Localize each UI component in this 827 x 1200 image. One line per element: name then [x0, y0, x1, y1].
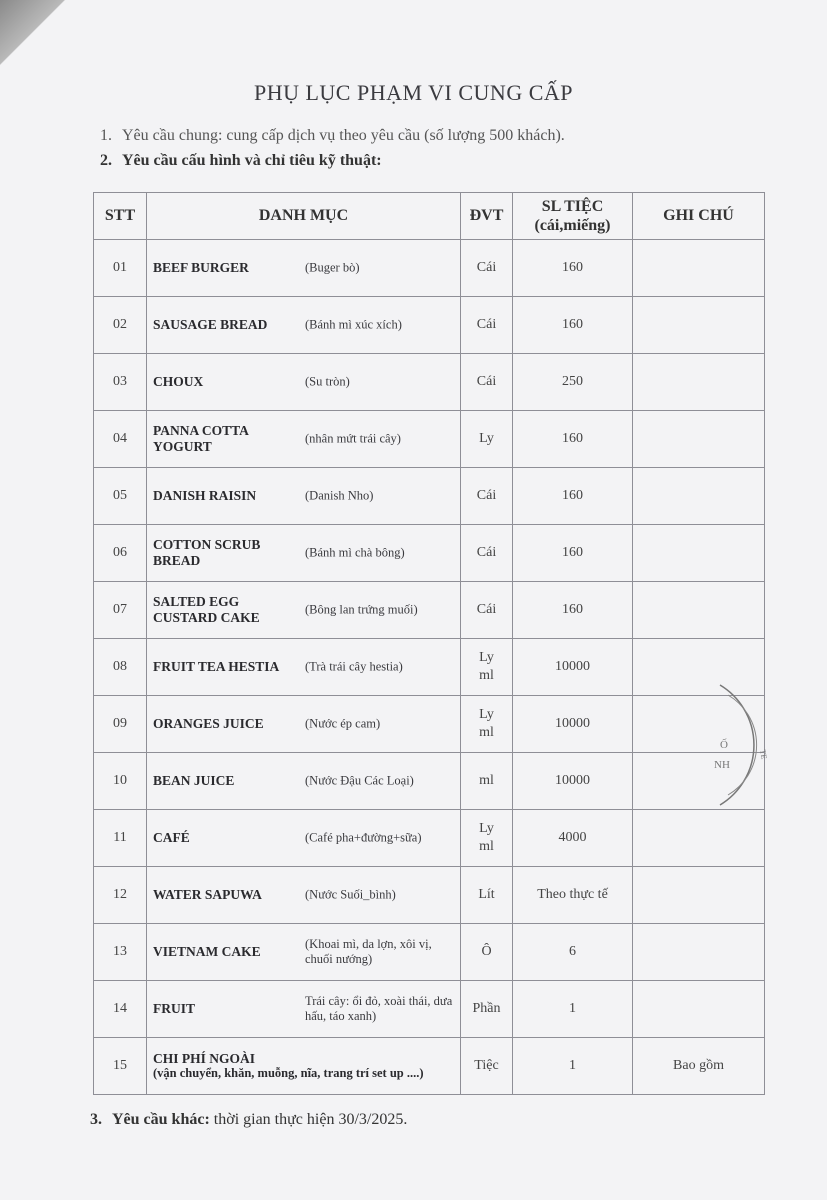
cell-note [633, 354, 765, 411]
cell-name [147, 297, 461, 354]
item-name-vi: (nhân mứt trái cây) [305, 431, 401, 446]
cell-stt: 13 [94, 924, 147, 981]
cell-stt: 03 [94, 354, 147, 411]
cell-qty: 160 [513, 525, 633, 582]
document-title: PHỤ LỤC PHẠM VI CUNG CẤP [253, 80, 574, 105]
table-row [94, 582, 765, 639]
cell-qty: 250 [513, 354, 633, 411]
cell-qty: 4000 [513, 810, 633, 867]
item-name-en: FRUIT TEA HESTIA [153, 659, 280, 674]
cell-dvt: Tiệc [461, 1038, 513, 1095]
cell-qty: 160 [513, 240, 633, 297]
cell-name [147, 981, 461, 1038]
item-detail: (vận chuyển, khăn, muỗng, nĩa, trang trí set up ....) [153, 1066, 424, 1080]
supply-table [93, 192, 765, 1095]
cell-note [633, 297, 765, 354]
cell-stt: 12 [94, 867, 147, 924]
cell-stt: 10 [94, 753, 147, 810]
stamp-text: NH [714, 759, 730, 771]
item-name-vi: (Café pha+đường+sữa) [305, 830, 422, 845]
cell-name [147, 525, 461, 582]
item-name-vi: (Nước ép cam) [305, 716, 381, 731]
cell-dvt: Ly ml [461, 810, 513, 867]
cell-stt: 01 [94, 240, 147, 297]
stamp-seal [700, 680, 810, 810]
item-name-vi: (Bánh mì chà bông) [305, 545, 405, 560]
header-stt: STT [94, 193, 147, 240]
item-name-vi: (Danish Nho) [305, 488, 374, 503]
requirement-text: cung cấp dịch vụ theo yêu cầu (số lượng 500 khách). [222, 127, 565, 144]
item-name-en: VIETNAM CAKE [153, 944, 261, 959]
header-qty: SL TIỆC (cái,miếng) [513, 193, 633, 240]
table-row [94, 1038, 765, 1095]
cell-qty: Theo thực tế [513, 867, 633, 924]
cell-name [147, 411, 461, 468]
cell-name [147, 639, 461, 696]
requirement-label: Yêu cầu khác: [112, 1111, 210, 1128]
cell-note [633, 411, 765, 468]
table-row [94, 981, 765, 1038]
item-name-en: SALTED EGG CUSTARD CAKE [153, 594, 260, 625]
cell-name [147, 582, 461, 639]
cell-qty: 10000 [513, 639, 633, 696]
item-name-vi: (Nước Đậu Các Loại) [305, 773, 414, 788]
cell-name [147, 696, 461, 753]
item-name-en: BEEF BURGER [153, 260, 249, 275]
table-row [94, 639, 765, 696]
cell-qty: 160 [513, 582, 633, 639]
cell-qty: 10000 [513, 696, 633, 753]
item-name-vi: (Nước Suối_bình) [305, 887, 396, 902]
cell-note [633, 867, 765, 924]
table-row [94, 468, 765, 525]
item-name: CHI PHÍ NGOÀI [153, 1051, 256, 1066]
cell-dvt: ml [461, 753, 513, 810]
cell-dvt: Phần [461, 981, 513, 1038]
cell-dvt: Cái [461, 525, 513, 582]
requirement-number: 2. [100, 152, 112, 169]
cell-dvt: Cái [461, 582, 513, 639]
item-name-en: WATER SAPUWA [153, 887, 262, 902]
stamp-text: Ố [720, 739, 728, 751]
requirement-number: 1. [100, 127, 112, 144]
table-row [94, 810, 765, 867]
cell-stt: 14 [94, 981, 147, 1038]
cell-qty: 6 [513, 924, 633, 981]
item-name-en: FRUIT [153, 1001, 196, 1016]
item-name-en: PANNA COTTA YOGURT [153, 423, 249, 454]
table-row [94, 867, 765, 924]
cell-note [633, 468, 765, 525]
item-name-en: COTTON SCRUB BREAD [153, 537, 261, 568]
item-name-vi: (Buger bò) [305, 260, 360, 275]
cell-dvt: Ly [461, 411, 513, 468]
table-row [94, 354, 765, 411]
page-corner-shadow [0, 0, 80, 80]
cell-qty: 160 [513, 468, 633, 525]
header-dvt: ĐVT [461, 193, 513, 240]
cell-note [633, 582, 765, 639]
header-note: GHI CHÚ [633, 193, 765, 240]
cell-qty: 160 [513, 297, 633, 354]
cell-note [633, 810, 765, 867]
cell-qty: 1 [513, 1038, 633, 1095]
requirement-label: Yêu cầu chung: [122, 127, 223, 144]
table-row [94, 240, 765, 297]
cell-stt: 15 [94, 1038, 147, 1095]
item-name-vi: (Bánh mì xúc xích) [305, 317, 402, 332]
cell-note [633, 924, 765, 981]
requirement-text: thời gian thực hiện 30/3/2025. [209, 1111, 408, 1128]
cell-name [147, 867, 461, 924]
item-name-vi: (Bông lan trứng muối) [305, 602, 418, 617]
cell-name [147, 1038, 461, 1095]
table-row [94, 525, 765, 582]
cell-dvt: Lít [461, 867, 513, 924]
cell-qty: 1 [513, 981, 633, 1038]
cell-dvt: Cái [461, 240, 513, 297]
item-name-vi: (Khoai mì, da lợn, xôi vị, chuối nướng) [305, 937, 432, 966]
requirement-text: Yêu cầu cấu hình và chỉ tiêu kỹ thuật: [122, 152, 382, 169]
cell-stt: 05 [94, 468, 147, 525]
cell-name [147, 468, 461, 525]
requirement-technical [100, 152, 382, 170]
cell-note: Bao gồm [633, 1038, 765, 1095]
item-name-vi: Trái cây: ổi đỏ, xoài thái, dưa hấu, táo xanh) [305, 994, 453, 1023]
item-name-en: DANISH RAISIN [153, 488, 257, 503]
item-name-en: CAFÉ [153, 830, 190, 845]
table-row [94, 753, 765, 810]
cell-dvt: Ly ml [461, 696, 513, 753]
table-row [94, 297, 765, 354]
cell-dvt: Ô [461, 924, 513, 981]
cell-note [633, 525, 765, 582]
cell-qty: 160 [513, 411, 633, 468]
cell-dvt: Cái [461, 468, 513, 525]
cell-name [147, 924, 461, 981]
cell-stt: 02 [94, 297, 147, 354]
cell-note [633, 240, 765, 297]
cell-stt: 08 [94, 639, 147, 696]
item-name-en: ORANGES JUICE [153, 716, 264, 731]
stamp-text: TE [758, 748, 769, 760]
cell-dvt: Cái [461, 297, 513, 354]
table-row [94, 696, 765, 753]
item-name-en: CHOUX [153, 374, 204, 389]
table-row [94, 924, 765, 981]
requirement-other [90, 1111, 407, 1129]
cell-name [147, 240, 461, 297]
cell-stt: 07 [94, 582, 147, 639]
cell-stt: 06 [94, 525, 147, 582]
cell-qty: 10000 [513, 753, 633, 810]
cell-dvt: Ly ml [461, 639, 513, 696]
requirement-general [100, 127, 565, 145]
cell-name [147, 810, 461, 867]
cell-name [147, 753, 461, 810]
cell-stt: 11 [94, 810, 147, 867]
cell-note [633, 981, 765, 1038]
item-name-en: BEAN JUICE [153, 773, 235, 788]
table-row [94, 411, 765, 468]
item-name-vi: (Trà trái cây hestia) [305, 659, 403, 674]
item-name-vi: (Su tròn) [305, 374, 350, 389]
cell-dvt: Cái [461, 354, 513, 411]
cell-name [147, 354, 461, 411]
header-name: DANH MỤC [147, 193, 461, 240]
item-description [153, 1051, 454, 1081]
cell-stt: 04 [94, 411, 147, 468]
item-name-en: SAUSAGE BREAD [153, 317, 268, 332]
requirement-number: 3. [90, 1111, 102, 1128]
table-header-row [94, 193, 765, 240]
cell-stt: 09 [94, 696, 147, 753]
